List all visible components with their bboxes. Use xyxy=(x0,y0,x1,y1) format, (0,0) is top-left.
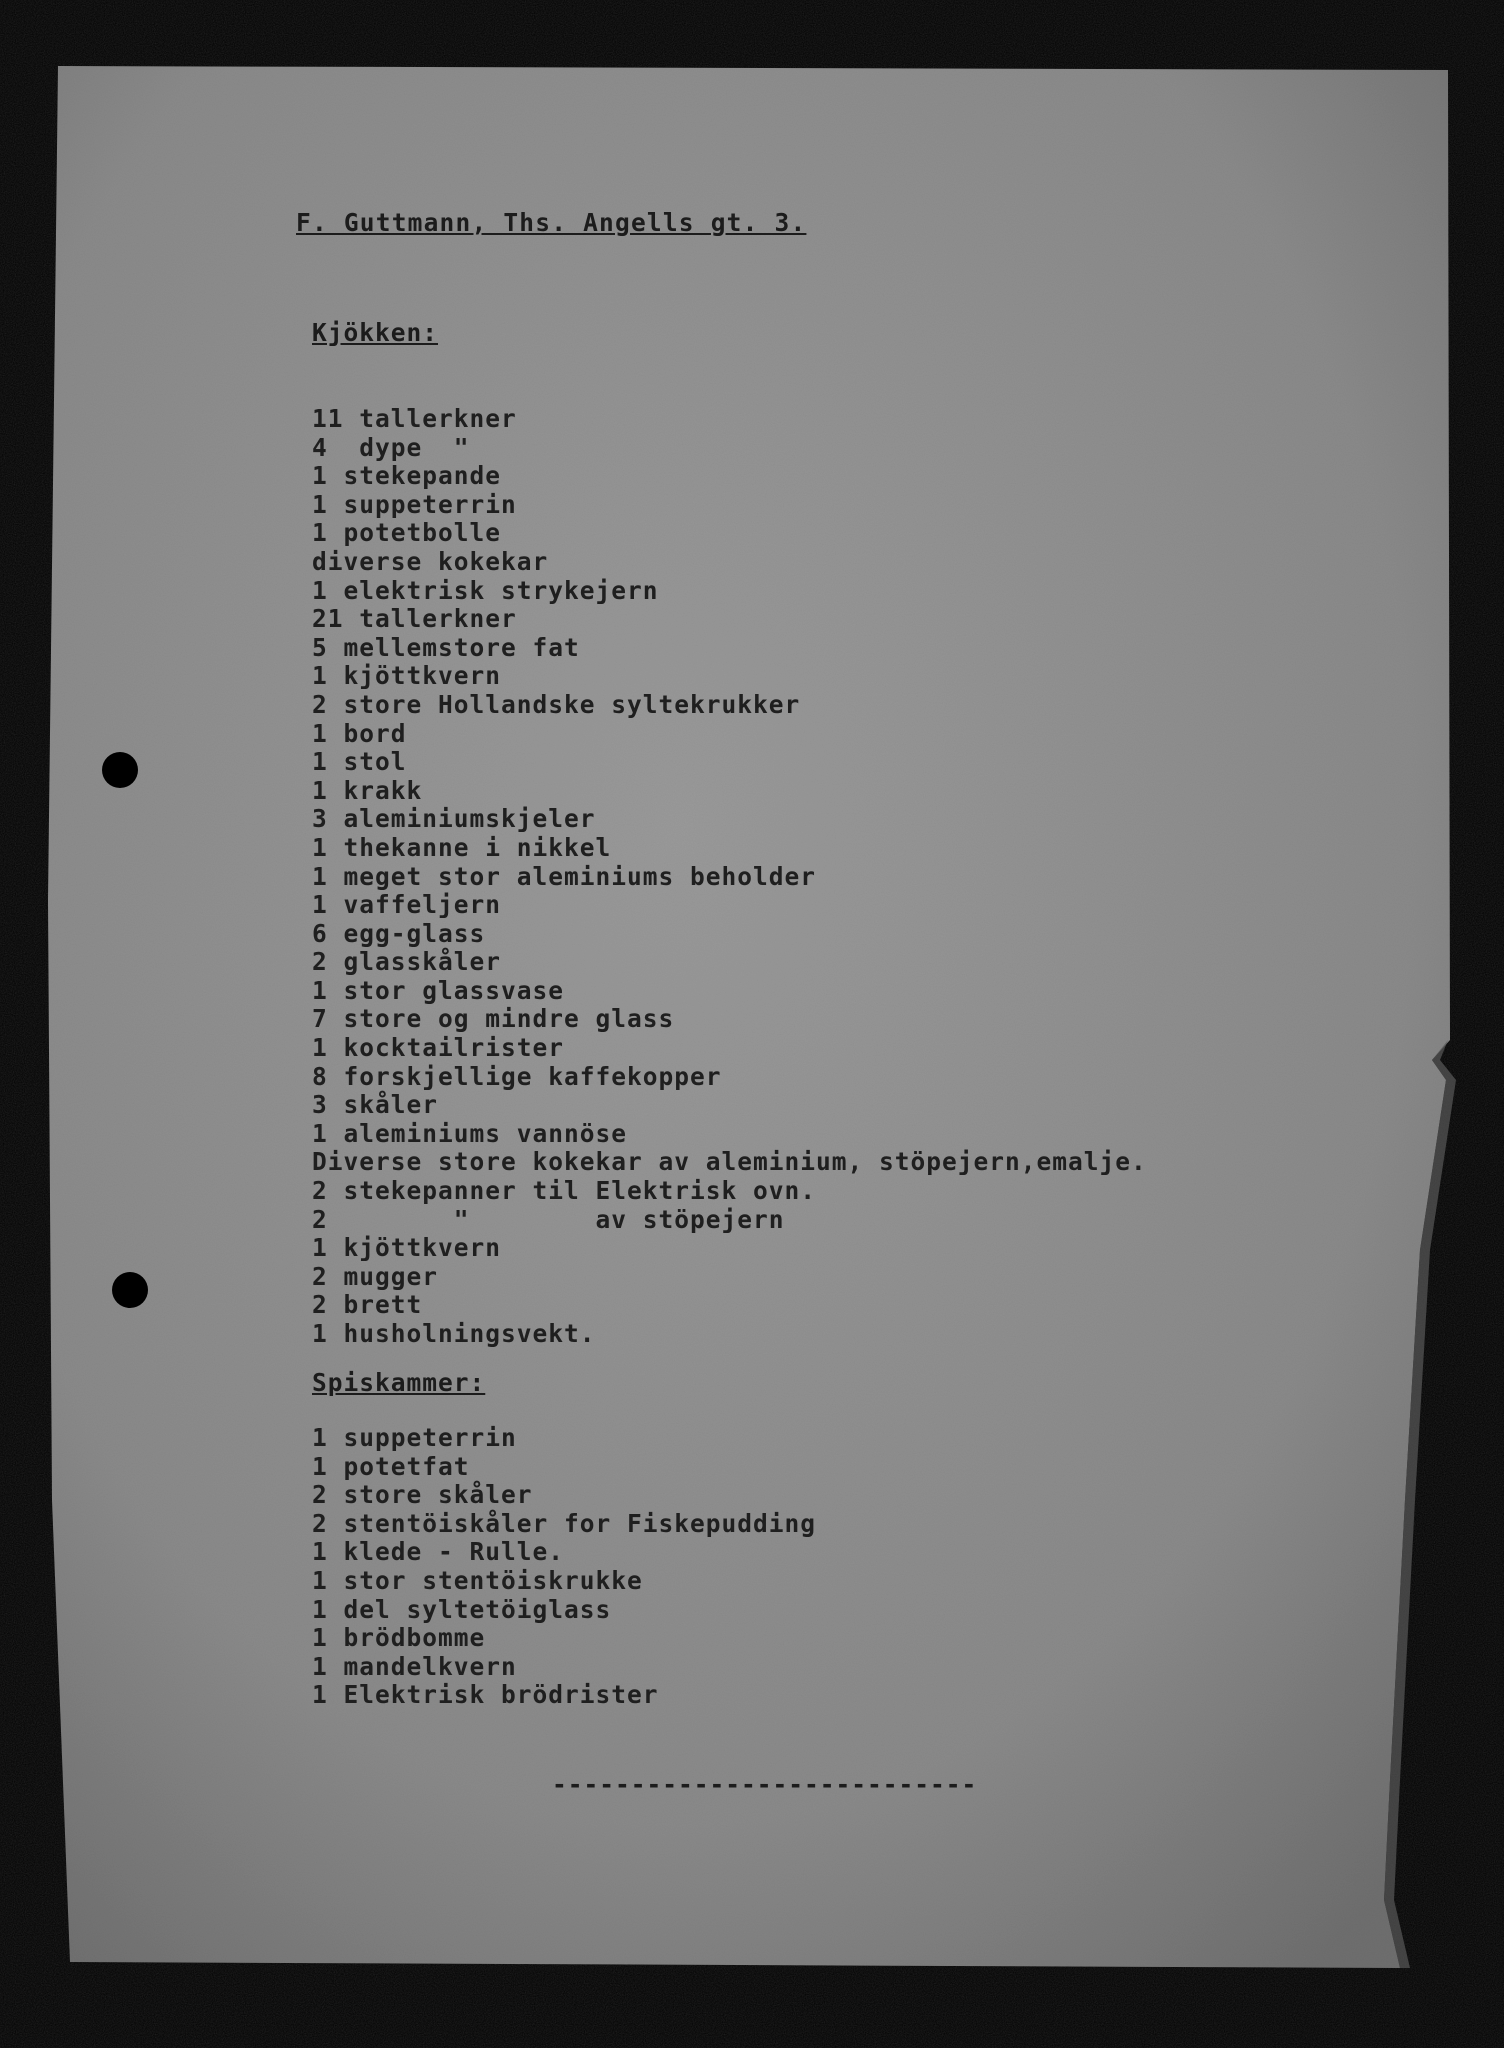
list-item: 1 del syltetöiglass xyxy=(312,1594,612,1624)
list-item: 1 vaffeljern xyxy=(312,890,502,920)
document-header: F. Guttmann, Ths. Angells gt. 3. xyxy=(296,208,807,237)
list-item: 1 stor stentöiskrukke xyxy=(312,1565,643,1595)
list-item: 2 " av stöpejern xyxy=(312,1204,785,1234)
list-item: 1 bord xyxy=(312,718,407,748)
list-item: 1 potetbolle xyxy=(312,518,502,548)
list-item: 1 mandelkvern xyxy=(312,1651,517,1681)
kjokken-item-list xyxy=(312,405,1147,1349)
section-title-kjokken: Kjökken: xyxy=(312,318,439,347)
list-item: 2 brett xyxy=(312,1290,423,1320)
list-item: 1 elektrisk strykejern xyxy=(312,575,659,605)
list-item: 2 glasskåler xyxy=(312,947,502,977)
list-item: 11 tallerkner xyxy=(312,404,517,433)
list-item: 5 mellemstore fat xyxy=(312,632,580,662)
punch-hole-top xyxy=(102,752,138,788)
closing-rule: --------------------------- xyxy=(552,1770,978,1799)
list-item: 21 tallerkner xyxy=(312,604,517,634)
list-item: 1 stol xyxy=(312,747,407,777)
spiskammer-item-list xyxy=(312,1424,816,1710)
list-item: 1 potetfat xyxy=(312,1451,470,1481)
section-title-spiskammer: Spiskammer: xyxy=(312,1368,486,1397)
list-item: 1 suppeterrin xyxy=(312,1423,517,1452)
list-item: 1 kjöttkvern xyxy=(312,661,502,691)
list-item: 2 stekepanner til Elektrisk ovn. xyxy=(312,1176,817,1206)
list-item: 3 aleminiumskjeler xyxy=(312,804,596,834)
list-item: 1 kocktailrister xyxy=(312,1033,565,1063)
list-item: 2 stentöiskåler for Fiskepudding xyxy=(312,1508,817,1538)
list-item: 1 husholningsvekt. xyxy=(312,1319,596,1348)
list-item: 1 aleminiums vannöse xyxy=(312,1118,628,1148)
list-item: 3 skåler xyxy=(312,1090,439,1120)
list-item: diverse kokekar xyxy=(312,546,549,576)
list-item: 1 Elektrisk brödrister xyxy=(312,1680,659,1710)
list-item: 1 kjöttkvern xyxy=(312,1233,502,1263)
list-item: 1 stekepande xyxy=(312,461,502,491)
list-item: 1 klede - Rulle. xyxy=(312,1537,565,1567)
list-item: 8 forskjellige kaffekopper xyxy=(312,1061,722,1091)
list-item: 6 egg-glass xyxy=(312,918,486,948)
list-item: 1 stor glassvase xyxy=(312,975,565,1005)
list-item: 1 krakk xyxy=(312,775,423,805)
list-item: Diverse store kokekar av aleminium, stöpejern,emalje. xyxy=(312,1147,1147,1177)
list-item: 7 store og mindre glass xyxy=(312,1004,675,1034)
punch-hole-bottom xyxy=(112,1272,148,1308)
list-item: 1 suppeterrin xyxy=(312,489,517,519)
list-item: 2 mugger xyxy=(312,1261,439,1291)
list-item: 1 brödbomme xyxy=(312,1623,486,1653)
list-item: 2 store Hollandske syltekrukker xyxy=(312,689,801,719)
list-item: 1 thekanne i nikkel xyxy=(312,832,612,862)
list-item: 4 dype " xyxy=(312,432,470,462)
list-item: 1 meget stor aleminiums beholder xyxy=(312,861,817,891)
list-item: 2 store skåler xyxy=(312,1480,533,1510)
